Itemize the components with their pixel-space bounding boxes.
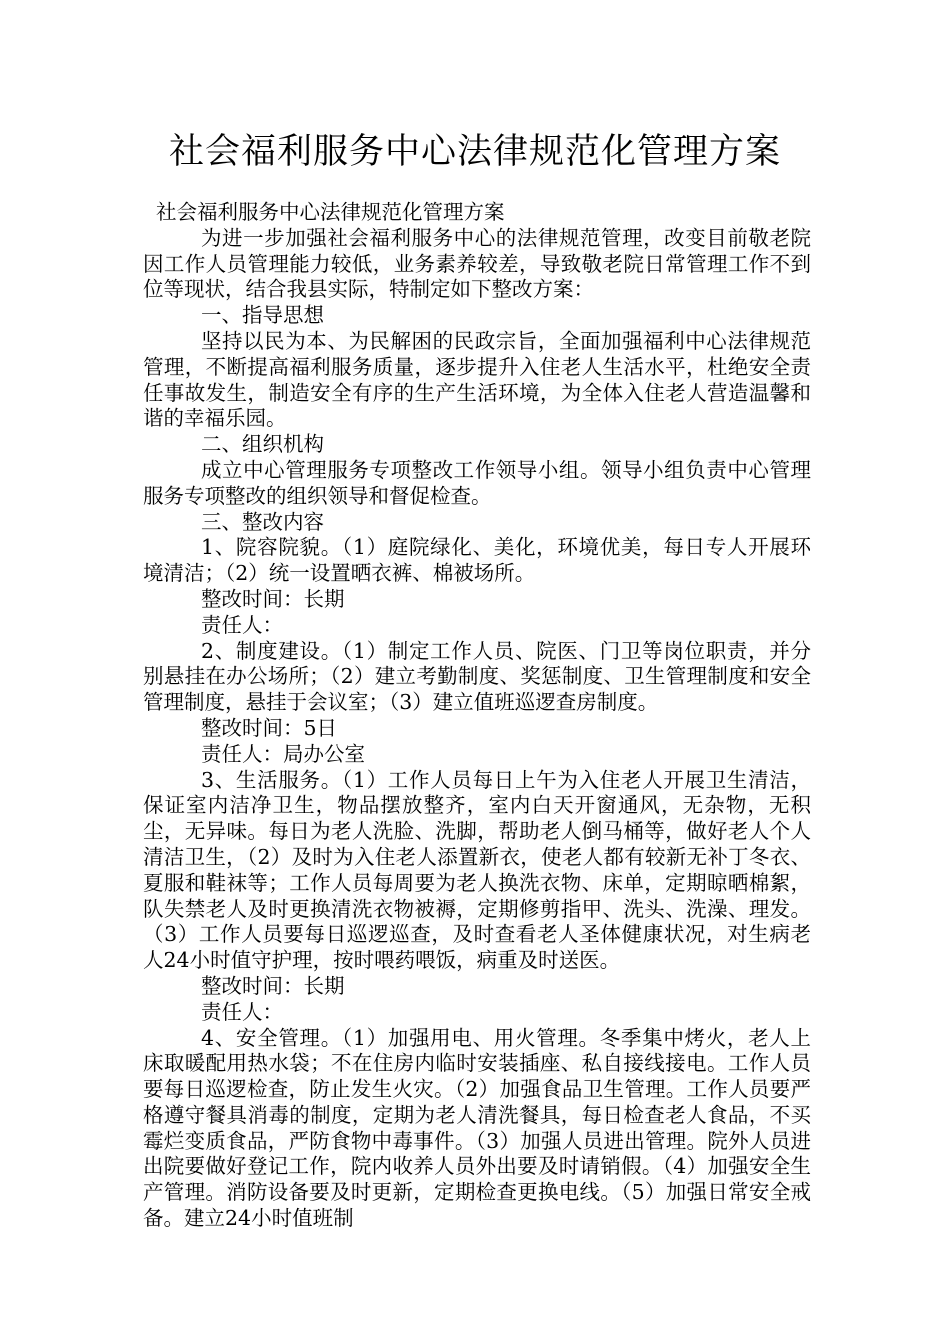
paragraph-item-3-responsible: 责任人： [201, 999, 283, 1024]
section-heading-organization: 二、组织机构 [201, 432, 324, 457]
paragraph-organization: 成立中心管理服务专项整改工作领导小组。领导小组负责中心管理服务专项整改的组织领导和督促检查。 [143, 457, 811, 508]
paragraph-intro: 为进一步加强社会福利服务中心的法律规范管理，改变目前敬老院因工作人员管理能力较低，业务素养较差，导致敬老院日常管理工作不到位等现状，结合我县实际，特制定如下整改方案： [143, 225, 811, 302]
paragraph-item-1-appearance: 1、院容院貌。（1）庭院绿化、美化，环境优美，每日专人开展环境清洁；（2）统一设置晒衣裤、棉被场所。 [143, 535, 811, 586]
document-title: 社会福利服务中心法律规范化管理方案 [168, 132, 781, 172]
paragraph-item-3-living-service: 3、生活服务。（1）工作人员每日上午为入住老人开展卫生清洁，保证室内洁净卫生，物品摆放整齐，室内白天开窗通风，无杂物，无积尘，无异味。每日为老人洗脸、洗脚，帮助老人倒马桶等，做好老人个人清洁卫生，（2）及时为入住老人添置新衣，使老人都有较新无补丁冬衣、夏服和鞋袜等；工作人员每周要为老人换洗衣物、床单，定期晾晒棉絮，队失禁老人及时更换清洗衣物被褥，定期修剪指甲、洗头、洗澡、理发。（3）工作人员要每日巡逻巡查，及时查看老人圣体健康状况，对生病老人24小时值守护理，按时喂药喂饭，病重及时送医。 [143, 767, 811, 973]
paragraph-item-1-deadline: 整改时间：长期 [201, 586, 345, 611]
paragraph-item-2-deadline: 整改时间：5日 [201, 715, 338, 740]
paragraph-item-2-system: 2、制度建设。（1）制定工作人员、院医、门卫等岗位职责，并分别悬挂在办公场所；（2）建立考勤制度、奖惩制度、卫生管理制度和安全管理制度，悬挂于会议室；（3）建立值班巡逻查房制度。 [143, 638, 811, 715]
document-subtitle: 社会福利服务中心法律规范化管理方案 [156, 200, 505, 224]
paragraph-guiding-ideology: 坚持以民为本、为民解困的民政宗旨，全面加强福利中心法律规范管理，不断提高福利服务质量，逐步提升入住老人生活水平，杜绝安全责任事故发生，制造安全有序的生产生活环境，为全体入住老人营造温馨和谐的幸福乐园。 [143, 328, 811, 431]
section-heading-guiding-ideology: 一、指导思想 [201, 303, 324, 328]
paragraph-item-2-responsible: 责任人：局办公室 [201, 741, 365, 766]
document-body [143, 200, 811, 1232]
paragraph-item-1-responsible: 责任人： [201, 612, 283, 637]
paragraph-item-4-safety: 4、安全管理。（1）加强用电、用火管理。冬季集中烤火，老人上床取暖配用热水袋；不在住房内临时安装插座、私自接线接电。工作人员要每日巡逻检查，防止发生火灾。（2）加强食品卫生管理。工作人员要严格遵守餐具消毒的制度，定期为老人清洗餐具，每日检查老人食品，不买霉烂变质食品，严防食物中毒事件。（3）加强人员进出管理。院外人员进出院要做好登记工作，院内收养人员外出要及时请销假。（4）加强安全生产管理。消防设备要及时更新，定期检查更换电线。（5）加强日常安全戒备。建立24小时值班制 [143, 1025, 811, 1231]
paragraph-item-3-deadline: 整改时间：长期 [201, 973, 345, 998]
section-heading-rectification: 三、整改内容 [201, 509, 324, 534]
